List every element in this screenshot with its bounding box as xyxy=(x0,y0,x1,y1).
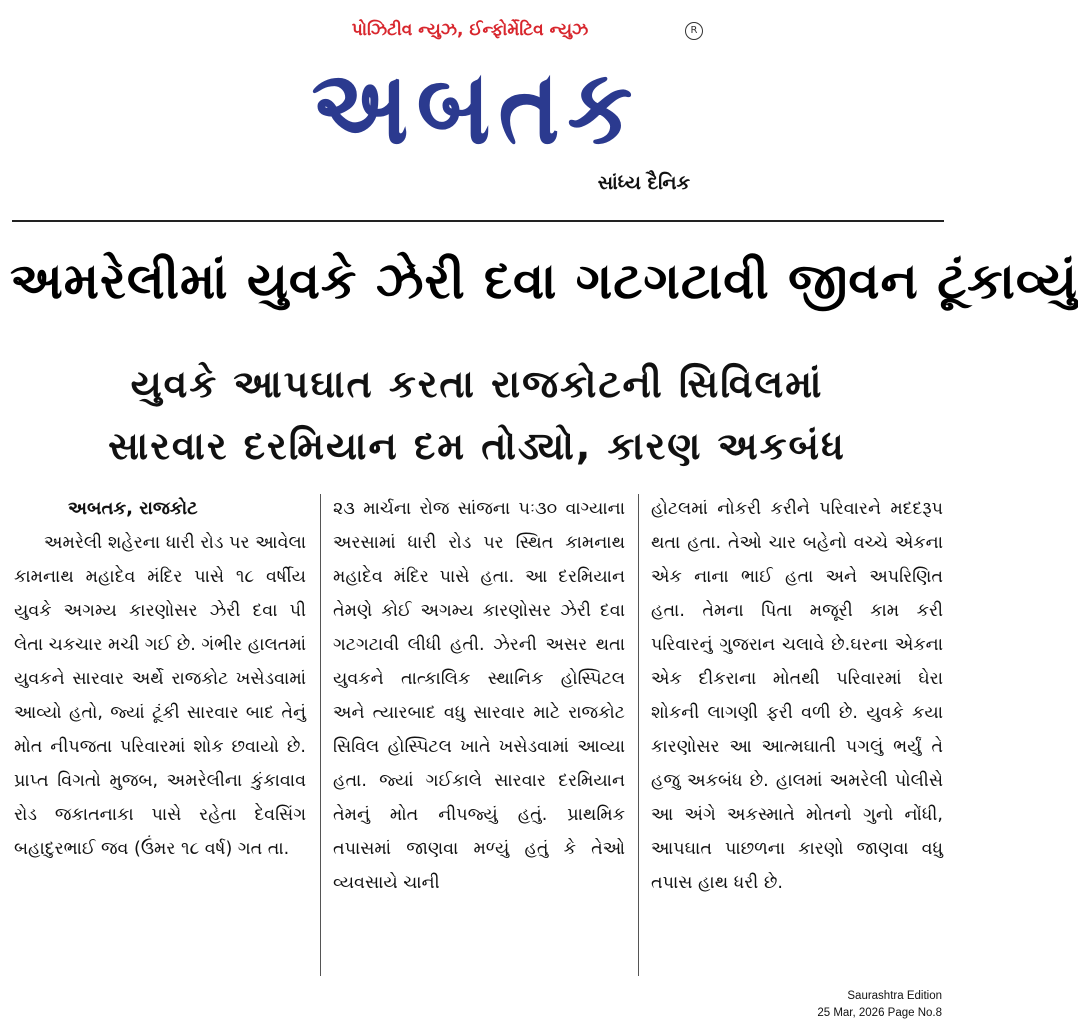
column-divider xyxy=(320,494,321,976)
article-subheadline-line2: સારવાર દરમિયાન દમ તોડ્યો, કારણ અકબંધ xyxy=(108,424,846,468)
byline: અબતક, રાજકોટ xyxy=(68,498,198,519)
column-2-text: ૨૩ માર્ચના રોજ સાંજના ૫ઃ૩૦ વાગ્યાના અરસામાં ધારી રોડ પર સ્થિત કામનાથ મહાદેવ મંદિર પાસે હતા. આ દરમિયાન તેમણે કોઈ અગમ્ય કારણોસર ઝેરી દવા ગટગટાવી લીધી હતી. ઝેરની અસર થતા યુવકને તાત્કાલિક સ્થાનિક હોસ્પિટલ અને ત્યારબાદ વધુ સારવાર માટે રાજકોટ સિવિલ હોસ્પિટલ ખાતે ખસેડવામાં આવ્યા હતા. જ્યાં ગઈકાલે સારવાર દરમિયાન તેમનું મોત નીપજ્યું હતું. પ્રાથમિક તપાસમાં જાણવા મળ્યું હતું કે તેઓ વ્યવસાયે ચાની xyxy=(333,499,625,893)
article-column-3 xyxy=(651,492,943,900)
masthead-divider xyxy=(12,220,944,222)
article-column-2 xyxy=(333,492,625,900)
article-subheadline-line1: યુવકે આપઘાત કરતા રાજકોટની સિવિલમાં xyxy=(130,362,824,406)
column-divider xyxy=(638,494,639,976)
masthead-tagline: પોઝિટીવ ન્યુઝ, ઈન્ફોર્મેટિવ ન્યુઝ xyxy=(351,20,589,40)
column-3-text: હોટલમાં નોકરી કરીને પરિવારને મદદરૂપ થતા હતા. તેઓ ચાર બહેનો વચ્ચે એકના એક નાના ભાઈ હતા અને અપરિણિત હતા. તેમના પિતા મજૂરી કામ કરી પરિવારનું ગુજરાન ચલાવે છે.ઘરના એકના એક દીકરાના મોતથી પરિવારમાં ઘેરા શોકની લાગણી ફરી વળી છે. યુવકે કયા કારણોસર આ આત્મઘાતી પગલું ભર્યું તે હજુ અકબંધ છે. હાલમાં અમરેલી પોલીસે આ અંગે અકસ્માતે મોતનો ગુનો નોંધી, આપઘાત પાછળના કારણો જાણવા વધુ તપાસ હાથ ધરી છે. xyxy=(651,499,943,893)
registered-mark-icon: R xyxy=(685,22,703,40)
date-page-label: 25 Mar, 2026 Page No.8 xyxy=(817,1007,942,1019)
article-headline: અમરેલીમાં યુવકે ઝેરી દવા ગટગટાવી જીવન ટૂંકાવ્યું xyxy=(10,252,1078,310)
column-1-text: અમરેલી શહેરના ધારી રોડ પર આવેલા કામનાથ મહાદેવ મંદિર પાસે ૧૮ વર્ષીય યુવકે અગમ્ય કારણોસર ઝેરી દવા પી લેતા ચકચાર મચી ગઈ છે. ગંભીર હાલતમાં યુવકને સારવાર અર્થે રાજકોટ ખસેડવામાં આવ્યો હતો, જ્યાં ટૂંકી સારવાર બાદ તેનું મોત નીપજતા પરિવારમાં શોક છવાયો છે. પ્રાપ્ત વિગતો મુજબ, અમરેલીના કુંકાવાવ રોડ જકાતનાકા પાસે રહેતા દેવસિંગ બહાદુરભાઈ જવ (ઉંમર ૧૮ વર્ષ) ગત તા. xyxy=(14,533,306,859)
article-column-1 xyxy=(14,492,306,866)
edition-label: Saurashtra Edition xyxy=(847,990,942,1002)
page-footer xyxy=(817,988,942,1022)
masthead-subtitle: સાંધ્ય દૈનિક xyxy=(597,172,690,194)
newspaper-logo: અબતક xyxy=(311,47,641,167)
